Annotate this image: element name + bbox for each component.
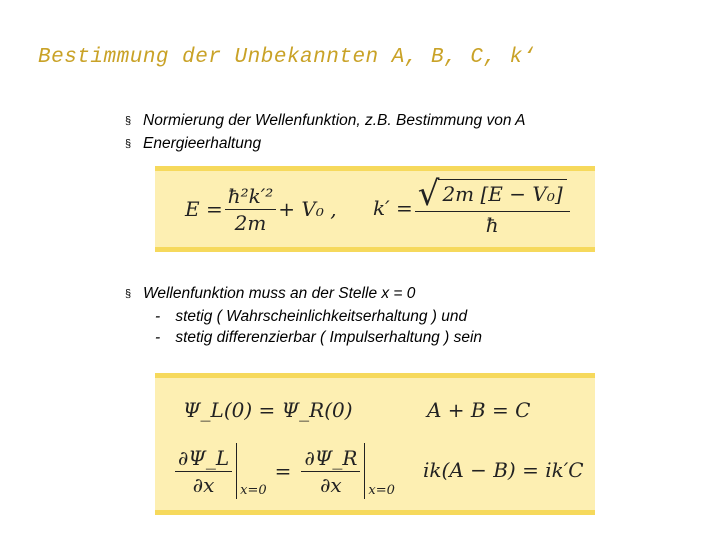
momentum-formula: ik(A − B) = ik′C: [423, 458, 584, 482]
bullet-text: Energieerhaltung: [143, 135, 262, 152]
continuity-formula: Ψ_L(0) = Ψ_R(0): [183, 398, 353, 422]
energy-fraction: [225, 184, 277, 235]
energy-lhs: E =: [185, 197, 223, 221]
wavenumber-denominator: ħ: [485, 213, 499, 237]
derivative-right-numerator: ∂Ψ_R: [301, 446, 360, 472]
sub-bullet-text: stetig ( Wahrscheinlichkeitserhaltung ) und: [175, 308, 468, 325]
sqrt-expression: [415, 174, 570, 214]
energy-numerator: ħ²k′²: [225, 184, 277, 210]
formula-box-energy: [155, 166, 595, 252]
dash-icon: -: [155, 308, 161, 325]
bullet-item: [125, 110, 526, 133]
evaluation-point-left: x=0: [240, 483, 267, 498]
wavenumber-formula: [373, 174, 572, 239]
derivative-equals: =: [274, 459, 292, 483]
bullet-icon: §: [125, 115, 132, 127]
derivative-continuity-formula: [173, 440, 395, 502]
derivative-right-denominator: ∂x: [320, 472, 342, 497]
bullet-text: Wellenfunktion muss an der Stelle x = 0: [143, 285, 416, 302]
dash-icon: -: [155, 329, 161, 346]
evaluation-bar-right: [364, 443, 395, 499]
amplitude-formula: A + B = C: [427, 398, 531, 422]
formula-box-boundary: [155, 373, 595, 515]
bullet-text: Normierung der Wellenfunktion, z.B. Bestimmung von A: [143, 112, 526, 129]
wavenumber-fraction: [415, 174, 570, 237]
bullet-icon: §: [125, 138, 132, 150]
sqrt-icon: √: [417, 174, 440, 214]
evaluation-bar-left: [236, 443, 267, 499]
energy-denominator: 2m: [234, 210, 267, 235]
sqrt-radicand: 2m [E − V₀]: [438, 179, 566, 209]
evaluation-point-right: x=0: [368, 483, 395, 498]
bullet-item: [125, 133, 526, 156]
energy-tail: + V₀ ,: [278, 197, 337, 221]
derivative-right-fraction: [301, 446, 360, 497]
slide-title: Bestimmung der Unbekannten A, B, C, k‘: [38, 46, 536, 69]
sub-bullet-item: [125, 327, 482, 348]
sub-bullet-item: [125, 306, 482, 327]
wavenumber-lhs: k′ =: [373, 196, 413, 220]
energy-formula: [185, 181, 337, 237]
sub-bullet-text: stetig differenzierbar ( Impulserhaltung ) sein: [175, 329, 483, 346]
bullet-list-bottom: [125, 283, 482, 348]
derivative-left-fraction: [175, 446, 232, 497]
derivative-left-numerator: ∂Ψ_L: [175, 446, 232, 472]
bullet-list-top: [125, 110, 526, 156]
bullet-item: [125, 283, 482, 306]
bullet-icon: §: [125, 288, 132, 300]
derivative-left-denominator: ∂x: [192, 472, 215, 497]
